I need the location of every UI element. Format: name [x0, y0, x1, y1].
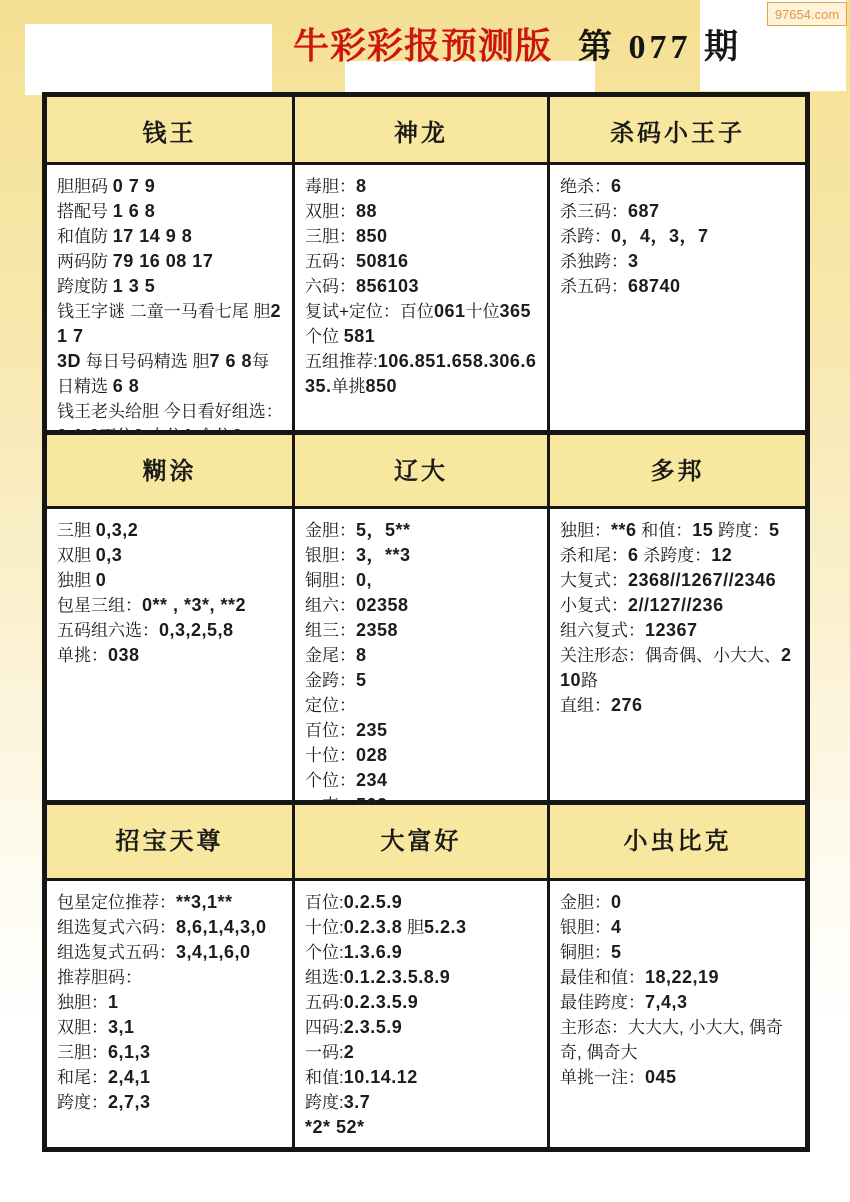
prediction-line: 和尾：2,4,1 [57, 1067, 151, 1087]
panel-content-duobang [550, 509, 805, 805]
blank-box-left [25, 24, 272, 95]
panel-title: 杀码小王子 [610, 120, 745, 147]
prediction-line: 杀独跨：3 [560, 251, 639, 271]
watermark-badge [767, 2, 847, 26]
prediction-line: 搭配号 1 6 8 [57, 201, 156, 221]
prediction-line: 推荐胆码： [57, 968, 142, 987]
prediction-line: 绝杀：6 [560, 176, 622, 196]
panel-header-qianwang [47, 97, 295, 165]
panel-header-hutu [47, 435, 295, 509]
prediction-line: 大复式：2368//1267//2346 [560, 570, 777, 590]
prediction-line: 独胆：1 [57, 992, 119, 1012]
prediction-line: 三胆：850 [305, 226, 388, 246]
prediction-line: 个位:1.3.6.9 [305, 942, 403, 962]
prediction-line: 六码：856103 [305, 276, 420, 296]
prediction-line: 双胆：3,1 [57, 1017, 135, 1037]
prediction-line: 包星定位推荐：**3,1** [57, 892, 233, 912]
prediction-line: 四码:2.3.5.9 [305, 1017, 403, 1037]
prediction-line: 五组推荐:106.851.658.306.635.单挑850 [305, 351, 537, 396]
prediction-line: 百位：235 [305, 720, 388, 740]
prediction-line: 组选:0.1.2.3.5.8.9 [305, 967, 451, 987]
panel-content-liaoda [295, 509, 550, 805]
prediction-line: 毒胆：8 [305, 176, 367, 196]
prediction-line: 组选复式六码：8,6,1,4,3,0 [57, 917, 267, 937]
prediction-line: 3D 每日号码精选 胆7 6 8每日精选 6 8 [57, 351, 270, 396]
prediction-line: 组六：02358 [305, 595, 409, 615]
prediction-line: 主形态：大大大, 小大大, 偶奇奇, 偶奇大 [560, 1018, 783, 1062]
panel-title: 大富好 [380, 828, 462, 855]
prediction-line: 钱王字谜 二童一马看七尾 胆2 1 7 [57, 301, 281, 346]
prediction-line: 十位：028 [305, 745, 388, 765]
panel-content-dafuhao [295, 881, 550, 1147]
prediction-line: 双胆 0,3 [57, 545, 123, 565]
panel-header-liaoda [295, 435, 550, 509]
prediction-line: 金尾：8 [305, 645, 367, 665]
prediction-line: 双胆：88 [305, 201, 378, 221]
panel-header-duobang [550, 435, 805, 509]
page-title: 牛彩彩报预测版 [293, 26, 553, 66]
prediction-line: 三胆 0,3,2 [57, 520, 139, 540]
panel-title: 糊涂 [142, 458, 197, 485]
prediction-line: 五码组六选：0,3,2,5,8 [57, 620, 234, 640]
watermark-text: 97654.com [774, 6, 840, 22]
panel-content-hutu [47, 509, 295, 805]
prediction-line: 跨度：2,7,3 [57, 1092, 151, 1112]
prediction-line: 独胆：**6 和值：15 跨度：5 杀和尾：6 杀跨度：12 [560, 520, 780, 565]
prediction-line: 小复式：2//127//236 [560, 595, 724, 615]
panel-title: 神龙 [394, 120, 448, 147]
panel-header-xiaochong-bike [550, 805, 805, 881]
panel-header-dafuhao [295, 805, 550, 881]
prediction-line: 百位:0.2.5.9 [305, 892, 403, 912]
prediction-line: 三胆：6,1,3 [57, 1042, 151, 1062]
prediction-line: 铜胆：0, [305, 570, 373, 590]
panel-title: 招宝天尊 [115, 828, 224, 855]
prediction-line: 最佳跨度：7,4,3 [560, 992, 688, 1012]
prediction-line: 金胆：5，5** [305, 520, 411, 540]
prediction-line: 杀三码：687 [560, 201, 660, 221]
prediction-line: 个位：234 [305, 770, 388, 790]
prediction-line: 直组：276 [560, 695, 643, 715]
prediction-table [42, 92, 810, 1152]
prediction-line: 和值:10.14.12 [305, 1067, 418, 1087]
prediction-line: 两码防 79 16 08 17 [57, 251, 214, 271]
prediction-line: 组三：2358 [305, 620, 399, 640]
panel-content-shenlong [295, 165, 550, 435]
prediction-line: 关注形态：偶奇偶、小大大、210路 [560, 645, 792, 690]
prediction-line: 五码：50816 [305, 251, 409, 271]
prediction-line: 和值防 17 14 9 8 [57, 226, 193, 246]
prediction-line: 单挑：038 [57, 645, 140, 665]
prediction-line: 铜胆：5 [560, 942, 622, 962]
panel-title: 小虫比克 [623, 828, 732, 855]
panel-content-qianwang [47, 165, 295, 435]
panel-header-shenlong [295, 97, 550, 165]
panel-title: 辽大 [394, 458, 448, 485]
prediction-line: 杀五码：68740 [560, 276, 681, 296]
prediction-line: 跨度:3.7 [305, 1092, 371, 1112]
prediction-line: 组六复式：12367 [560, 620, 698, 640]
panel-header-shama-xiaowangzi [550, 97, 805, 165]
panel-content-xiaochong-bike [550, 881, 805, 1147]
panel-header-zhaobao-tianzun [47, 805, 295, 881]
panel-title: 钱王 [142, 120, 197, 147]
panel-content-zhaobao-tianzun [47, 881, 295, 1147]
prediction-line: 组选复式五码：3,4,1,6,0 [57, 942, 251, 962]
prediction-line: 跨度防 1 3 5 [57, 276, 156, 296]
prediction-line: 包星三组：0** , *3*, **2 [57, 595, 247, 615]
prediction-line: 杀跨：0，4，3，7 [560, 226, 709, 246]
prediction-line: 胆胆码 0 7 9 [57, 176, 156, 196]
page-header [293, 18, 742, 69]
prediction-line: 最佳和值：18,22,19 [560, 967, 720, 987]
prediction-line: 金胆：0 [560, 892, 622, 912]
panel-content-shama-xiaowangzi [550, 165, 805, 435]
prediction-line: 一码:2 [305, 1042, 355, 1062]
prediction-line: 复试+定位：百位061十位365个位 581 [305, 301, 532, 346]
prediction-line: 银胆：3，**3 [305, 545, 411, 565]
issue-number: 第 077 期 [578, 29, 743, 66]
panel-title: 多邦 [650, 458, 705, 485]
prediction-line: 单挑一注：045 [560, 1067, 677, 1087]
prediction-line: *2* 52* [305, 1117, 365, 1137]
prediction-line: 金跨：5 [305, 670, 367, 690]
prediction-line: 五码:0.2.3.5.9 [305, 992, 419, 1012]
prediction-line: 十位:0.2.3.8 胆5.2.3 [305, 917, 467, 937]
prediction-line: 银胆：4 [560, 917, 622, 937]
prediction-line: 钱王老头给胆 今日看好组选： [57, 402, 283, 421]
prediction-line: 定位： [305, 696, 356, 715]
prediction-line: 独胆 0 [57, 570, 107, 590]
